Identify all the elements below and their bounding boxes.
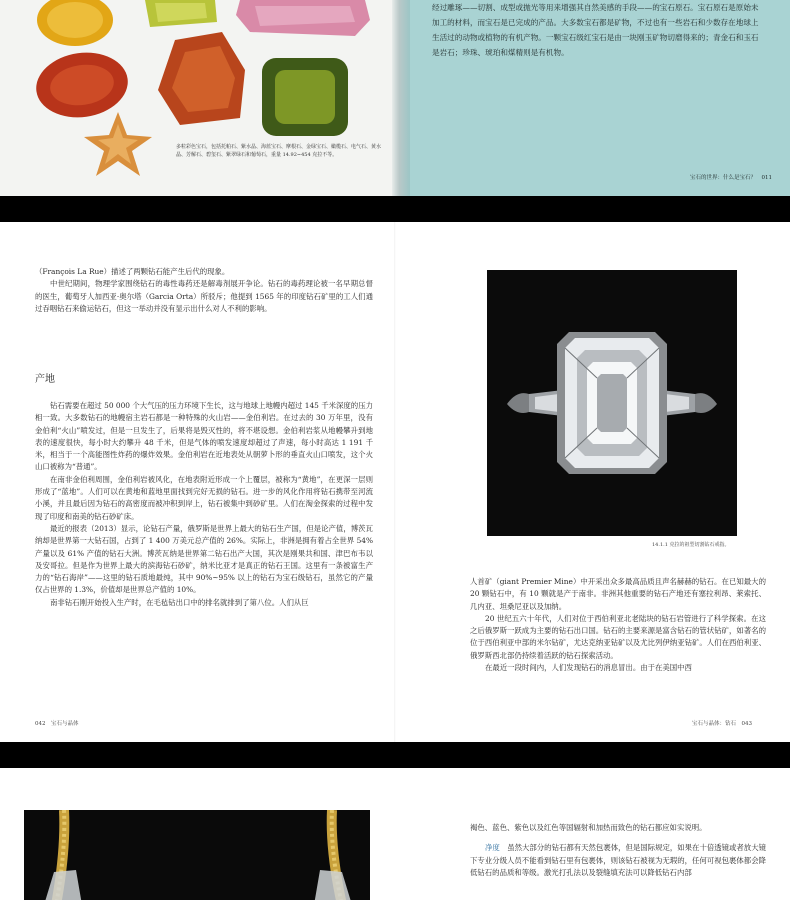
- paragraph: 在最近一段时间内，人们发现钻石的消息冒出。由于在美国中西: [485, 663, 692, 673]
- page-footer-right: 宝石与晶体：钻石 043: [692, 721, 752, 727]
- bottom-spread: [0, 768, 790, 900]
- clarity-text: 虽然大部分的钻石都有天然包裹体，但是国际规定，如果在十倍透镜或者放大镜下专业分级人员不能看到钻石里有包裹体，则该钻石被视为无瑕的，任何可视包裹体都会降低钻石的品质和等级。激光打孔法以及裂缝填充法可以降低钻石内部: [470, 843, 766, 877]
- page-footer-left: 042 宝石与晶体: [35, 721, 79, 727]
- clarity-term: 净度: [485, 843, 500, 853]
- middle-spread: [0, 222, 790, 742]
- top-paragraph-text: 经过雕琢——切割、成型或抛光等用来增强其自然美感的手段——的宝石原石。宝石原石是原始未加工的材料，而宝石是已完成的产品。大多数宝石都是矿物，不过也有一些岩石和少数存在地球上生活过的动物或植物的有机产物。一颗宝石级红宝石是由一块刚玉矿物切磨得来的；青金石和玉石是岩石；珍珠、琥珀和煤精则是有机物。: [432, 3, 759, 57]
- diamond-ring-photo: [487, 270, 737, 536]
- paragraph: 钻石需要在超过 50 000 个大气压的压力环境下生长，这与地球上地幔内超过 145 千米深度的压力相一致。大多数钻石的地幔宿主岩石都是一种特殊的火山岩——金伯利岩。在过去的 30 万年里，没有金伯利“火山”喷发过，但是一旦发生了，后果将是毁灭性的，将不堪设想。金伯利岩浆从地幔攀升到地表的速度很快，每小时大约攀升 48 千米，但是气体的喷发速度却超过了声速，每小时高达 1 191 千米，相当于一个高能图性炸药的爆炸效果。金伯利岩在近地表处从朝萝卜形的垂直火山口喷发，这个火山口被称为“普通”。: [35, 401, 373, 472]
- diamond-ring-image: [487, 270, 737, 536]
- intro-paragraphs: [35, 266, 373, 315]
- bottom-paragraphs: [470, 822, 766, 879]
- paragraph: 中世纪期间，物理学家围绕钻石的毒性毒药还是解毒剂展开争论。钻石的毒药理论被一名早期总督的医生，葡萄牙人加西亚·奥尔塔（Garcia Orta）所驳斥；他提到 1565 年的印度钻石矿里的工人们通过吞咽钻石来偷运钻石，但这一举动并没有显示出什么对人不利的影响。: [35, 279, 373, 313]
- gem-photo-page: [0, 0, 400, 196]
- origin-paragraphs: [35, 400, 373, 609]
- section-heading: 产地: [35, 374, 55, 385]
- photo-caption: 14.1.1 克拉的祖型切割钻石戒指。: [652, 542, 730, 548]
- top-page-footer: 宝石的世界：什么是宝石？ 011: [690, 175, 772, 181]
- paragraph: 最近的报表（2013）显示，论钻石产量，俄罗斯是世界上最大的钻石生产国，但是论产值，博茨瓦纳却是世界第一大钻石国，占到了 1 400 万美元总产值的 26%。实际上，非洲是拥有着占全世界 54% 产量以及 61% 产值的钻石大洲。博茨瓦纳是世界第二钻石出产大国，其次是刚果共和国、津巴布韦以及安哥拉。但是作为世界上最大的滨海钻石砂矿，纳米比亚才是真正的钻石王国。这里有一条被富生产力的“钻石海岸”——这里的钻石质地最纯，其中 90%~95% 以上的钻石为宝石级钻石，虽然它的产量仅占世界的 1.3%，价值却是世界总产值的 10%。: [35, 523, 373, 595]
- clarity-paragraph: [470, 842, 766, 879]
- right-paragraphs: [470, 576, 766, 674]
- paragraph: 褐色、蓝色、紫色以及红色等国辐射和加热而致色的钻石都应如实说明。: [470, 823, 707, 832]
- paragraph: 南非钻石刚开始投入生产时，在毛毡钻出口中的排名就排到了第八位。人们从巨: [50, 597, 309, 607]
- book-gutter: [392, 0, 410, 196]
- gem-caption: 多粒彩色宝石，包括托帕石、紫水晶、海蓝宝石、摩根石、金绿宝石、橄榄石、电气石、黄水晶、芳解石、碧玺石、紫翠绿石和葡萄石，重量 14.92~454 克拉不等。: [176, 144, 382, 158]
- paragraph: 人首矿（giant Premier Mine）中开采出众多最高品质且声名赫赫的钻石。在已知最大的 20 颗钻石中，有 10 颗就是产于南非。非洲其他重要的钻石产地还有塞拉利昂、莱索托、几内亚、坦桑尼亚以及加纳。: [470, 577, 766, 611]
- gem-collection-image: [0, 0, 400, 196]
- paragraph: 在南非金伯利周围，金伯利岩被风化，在地表附近形成一个上覆层，被称为“黄地”，在更深一层则形成了“蓝地”。人们可以在黄地和蓝地里面找到完好无损的钻石。进一步的风化作用将钻石携带至河流小溪，并且最后因为钻石的高密度而被冲积到岸上，钻石被集中到砂矿里。人们在淘金探索的过程中发现了印度和南美的钻石砂矿床。: [35, 474, 373, 521]
- paragraph: 20 世纪五六十年代，人们对位于西伯利亚北老陆块的钻石岩管进行了科学探索。在这之后俄罗斯一跃成为主要的钻石出口国。钻石的主要来源是富含钻石的管状钻矿，如著名的位于西伯利亚中部的米尔钻矿，尤达克纳亚钻矿以及尤比列伊纳亚钻矿。人们在西伯利亚、俄罗斯西北部仍持续着活跃的钻石探索活动。: [470, 613, 766, 660]
- necklace-photo: [24, 810, 370, 900]
- paragraph: （François La Rue）描述了两颗钻石能产生后代的现象。: [35, 267, 230, 276]
- necklace-image: [24, 810, 370, 900]
- page-fold: [394, 222, 396, 742]
- top-spread: [0, 0, 790, 196]
- top-paragraph: [432, 0, 764, 60]
